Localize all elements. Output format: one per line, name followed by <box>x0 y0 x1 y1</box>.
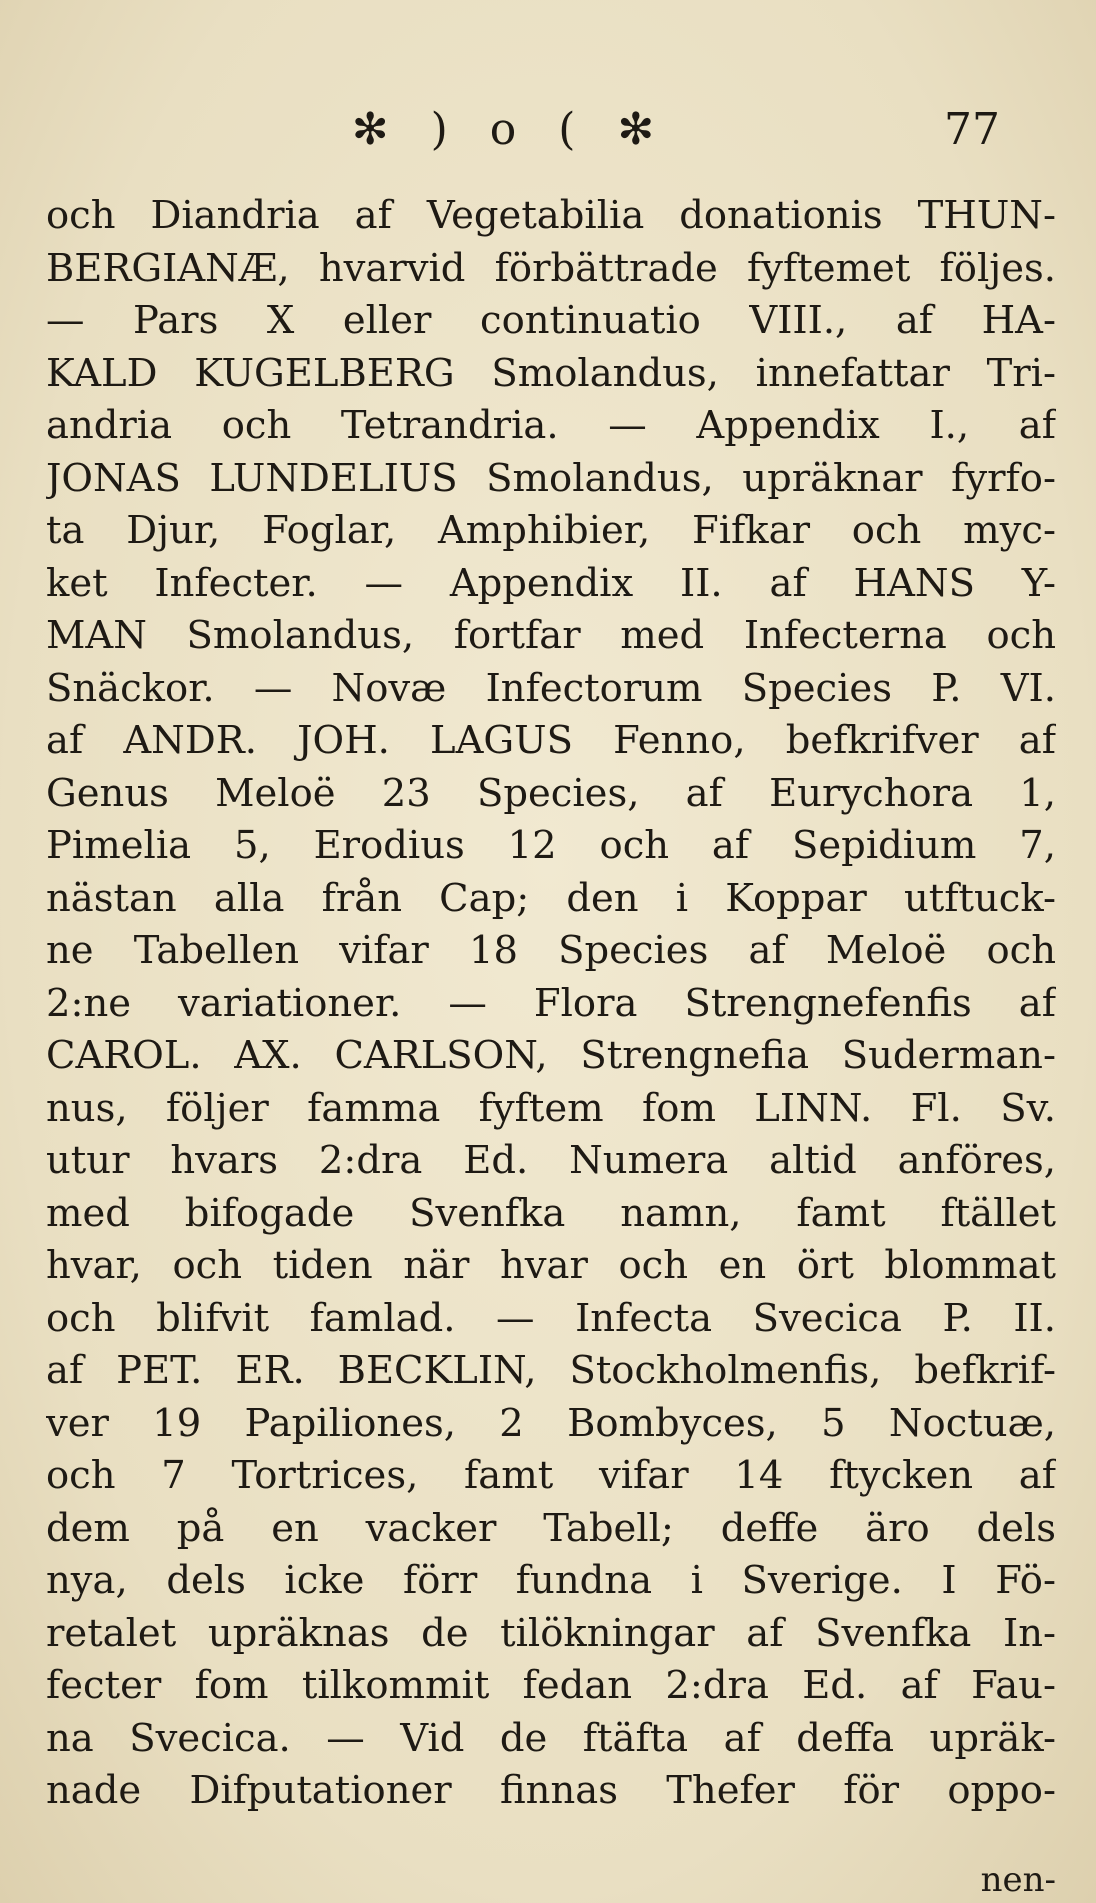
text-line: Pimelia 5, Erodius 12 och af Sepidium 7, <box>46 823 1056 868</box>
text-line: MAN Smolandus, fortfar med Infecterna och <box>46 613 1056 658</box>
text-line: nus, följer famma fyftem fom LINN. Fl. Sv. <box>46 1085 1056 1131</box>
text-line: JONAS LUNDELIUS Smolandus, upräknar fyrfo- <box>46 455 1056 501</box>
text-line: BERGIANÆ, hvarvid förbättrade fyftemet följes. <box>46 245 1056 291</box>
text-line: fecter fom tilkommit fedan 2:dra Ed. af Fau- <box>46 1663 1056 1708</box>
text-line: af PET. ER. BECKLIN, Stockholmenfis, befkrif- <box>46 1348 1056 1393</box>
text-line: och 7 Tortrices, famt vifar 14 ftycken af <box>46 1453 1056 1498</box>
text-line: ne Tabellen vifar 18 Species af Meloë och <box>46 928 1056 973</box>
text-line: andria och Tetrandria. — Appendix I., af <box>46 403 1056 448</box>
text-line: med bifogade Svenfka namn, famt ftället <box>46 1190 1056 1236</box>
text-line: ket Infecter. — Appendix II. af HANS Y- <box>46 560 1056 606</box>
text-line: nya, dels icke förr fundna i Sverige. I Fö- <box>46 1558 1056 1603</box>
page-number: 77 <box>944 104 1000 155</box>
text-line: utur hvars 2:dra Ed. Numera altid anföres, <box>46 1138 1056 1183</box>
text-line: 2:ne variationer. — Flora Strengnefenfis af <box>46 980 1056 1026</box>
catchword: nen- <box>980 1860 1056 1900</box>
text-line: och Diandria af Vegetabilia donationis THUN- <box>46 193 1056 238</box>
text-line: nästan alla från Cap; den i Koppar utftuck- <box>46 875 1056 921</box>
text-line: Snäckor. — Novæ Infectorum Species P. VI. <box>46 665 1056 711</box>
text-line: KALD KUGELBERG Smolandus, innefattar Tri- <box>46 350 1056 396</box>
text-line: ver 19 Papiliones, 2 Bombyces, 5 Noctuæ, <box>46 1400 1056 1446</box>
text-line: hvar, och tiden när hvar och en ört blommat <box>46 1243 1056 1288</box>
page-header <box>0 100 1096 160</box>
text-line: CAROL. AX. CARLSON, Strengnefia Suderman- <box>46 1033 1056 1078</box>
header-ornament: ✻ ) o ( ✻ <box>351 104 669 155</box>
text-line: dem på en vacker Tabell; deffe äro dels <box>46 1505 1056 1551</box>
text-line: Genus Meloë 23 Species, af Eurychora 1, <box>46 770 1056 816</box>
text-line: — Pars X eller continuatio VIII., af HA- <box>46 298 1056 343</box>
text-line: nade Difputationer finnas Thefer för oppo- <box>46 1768 1056 1813</box>
text-line: och blifvit famlad. — Infecta Svecica P. II. <box>46 1295 1056 1341</box>
text-line: na Svecica. — Vid de ftäfta af deffa upräk- <box>46 1715 1056 1761</box>
text-line: ta Djur, Foglar, Amphibier, Fifkar och myc- <box>46 508 1056 553</box>
text-line: retalet upräknas de tilökningar af Svenfka In- <box>46 1610 1056 1656</box>
body-text <box>46 190 1056 1818</box>
text-line: af ANDR. JOH. LAGUS Fenno, befkrifver af <box>46 718 1056 763</box>
